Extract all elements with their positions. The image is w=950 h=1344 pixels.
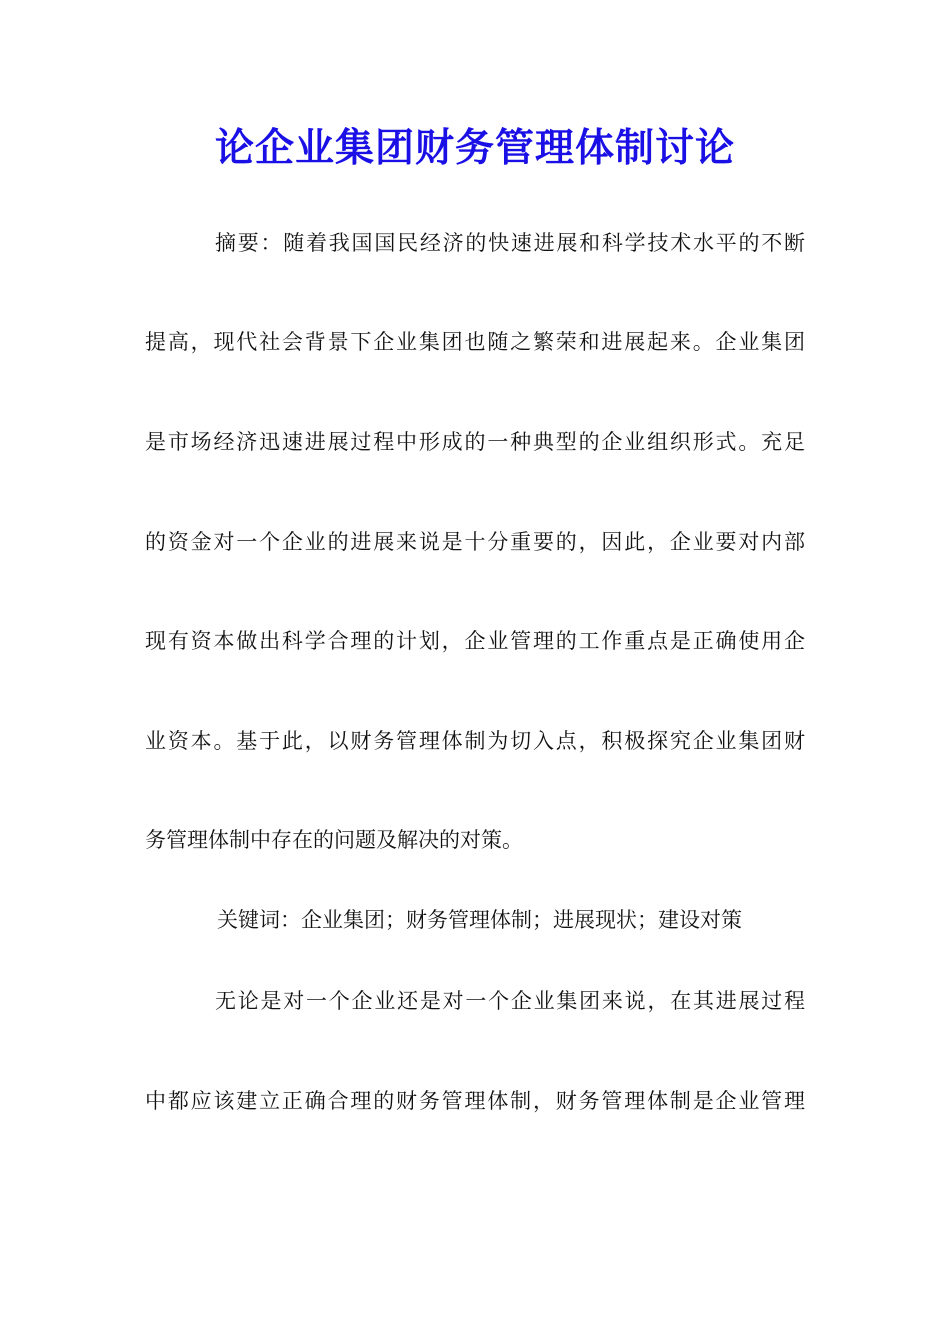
keywords-line: 关键词：企业集团；财务管理体制；进展现状；建设对策 — [217, 908, 742, 932]
abstract-line: 提高，现代社会背景下企业集团也随之繁荣和进展起来。企业集团 — [145, 330, 805, 354]
abstract-line: 是市场经济迅速进展过程中形成的一种典型的企业组织形式。充足 — [145, 430, 805, 454]
abstract-line: 务管理体制中存在的问题及解决的对策。 — [145, 828, 523, 852]
abstract-line: 业资本。基于此，以财务管理体制为切入点，积极探究企业集团财 — [145, 729, 805, 753]
body-line: 中都应该建立正确合理的财务管理体制，财务管理体制是企业管理 — [145, 1089, 805, 1113]
abstract-line: 摘要：随着我国国民经济的快速进展和科学技术水平的不断 — [215, 231, 805, 255]
document-title: 论企业集团财务管理体制讨论 — [214, 125, 735, 171]
body-line: 无论是对一个企业还是对一个企业集团来说，在其进展过程 — [215, 989, 805, 1013]
abstract-line: 现有资本做出科学合理的计划，企业管理的工作重点是正确使用企 — [145, 629, 805, 653]
abstract-line: 的资金对一个企业的进展来说是十分重要的，因此，企业要对内部 — [145, 530, 805, 554]
